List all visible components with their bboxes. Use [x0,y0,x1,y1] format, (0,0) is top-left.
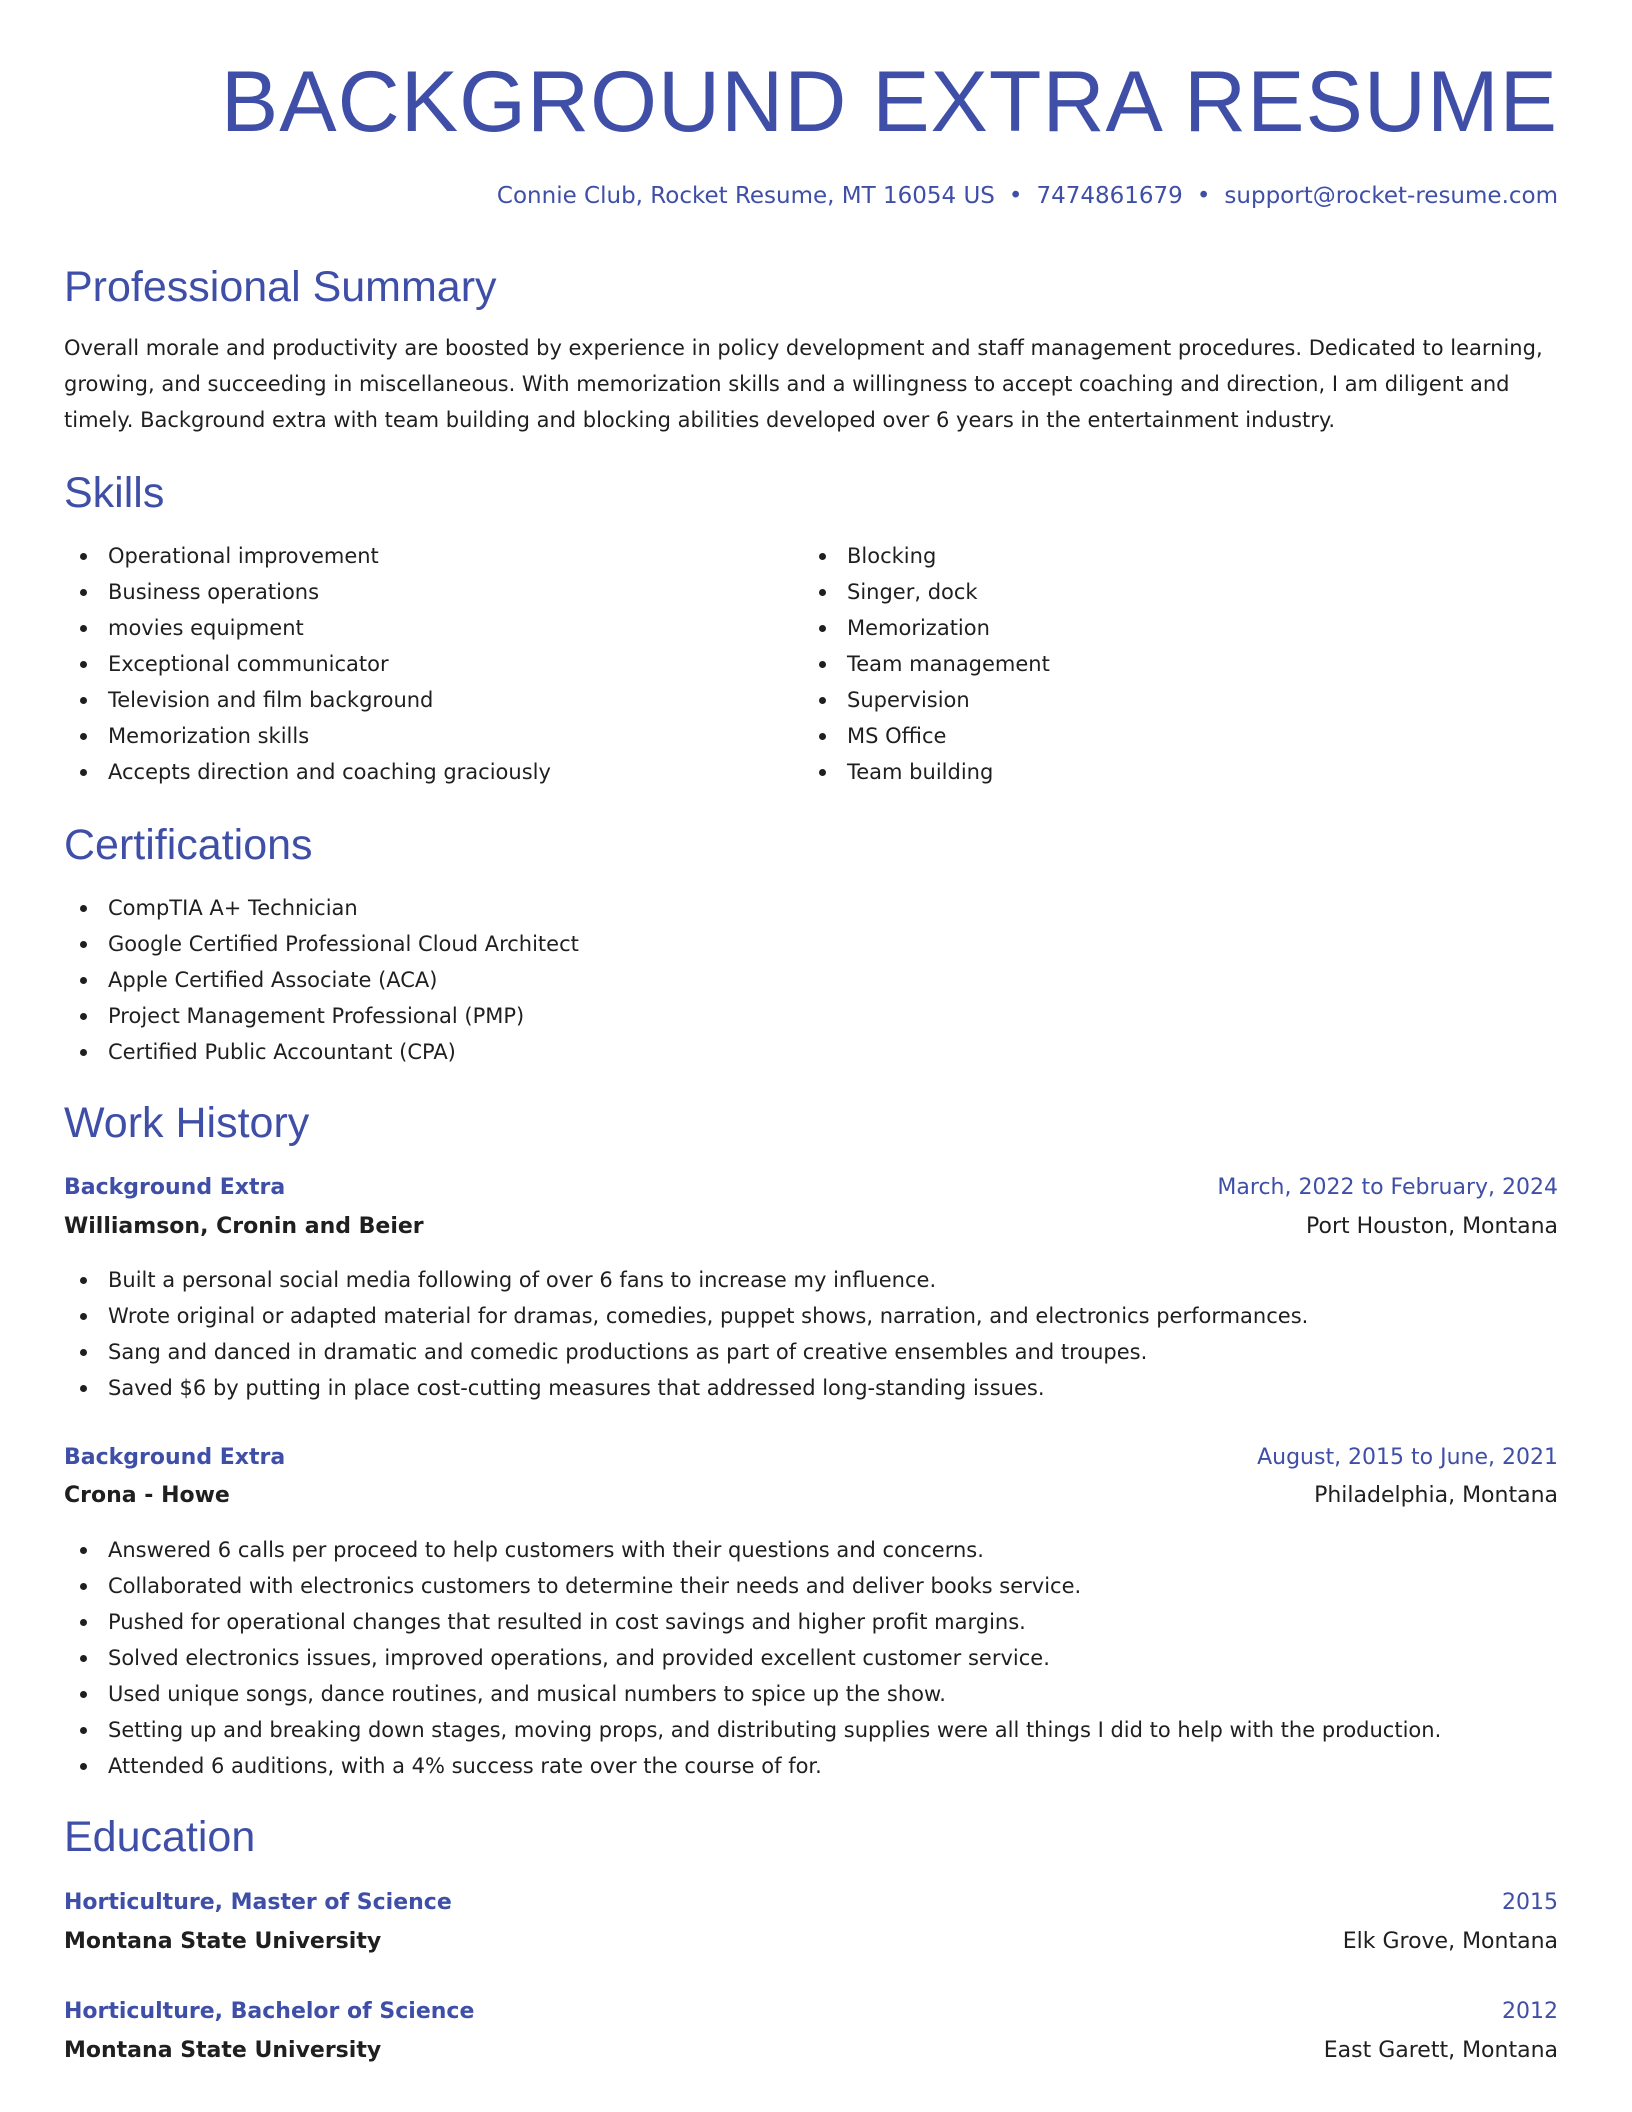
education-school-row [64,2032,1558,2070]
job-dates: March, 2022 to February, 2024 [1217,1175,1558,1200]
job-location: Port Houston, Montana [1306,1214,1558,1239]
skill-item: Memorization skills [64,718,551,754]
certification-item: Google Certified Professional Cloud Architect [64,926,579,962]
job-header [64,1169,1558,1207]
section-title-summary: Professional Summary [64,263,497,311]
skill-item: Team building [803,754,1050,790]
job-bullet: Answered 6 calls per proceed to help customers with their questions and concerns. [64,1532,1441,1568]
job-location: Philadelphia, Montana [1314,1483,1558,1508]
contact-separator: • [1196,183,1211,209]
resume-title: BACKGROUND EXTRA RESUME [220,54,1558,150]
skill-item: Accepts direction and coaching graciously [64,754,551,790]
education-location: Elk Grove, Montana [1342,1929,1558,1954]
job-bullet: Setting up and breaking down stages, moving props, and distributing supplies were all things I did to help with the production. [64,1712,1441,1748]
skill-item: Blocking [803,538,1050,574]
skill-item: Singer, dock [803,574,1050,610]
certification-item: Project Management Professional (PMP) [64,998,579,1034]
education-degree: Horticulture, Master of Science [64,1890,452,1915]
certifications-list [64,890,579,1070]
job-company: Crona - Howe [64,1483,230,1508]
job-company-row [64,1208,1558,1246]
skill-item: movies equipment [64,610,551,646]
section-title-work: Work History [64,1099,310,1147]
job-bullet: Solved electronics issues, improved operations, and provided excellent customer service. [64,1640,1441,1676]
skill-item: Television and film background [64,682,551,718]
section-title-education: Education [64,1813,256,1861]
job-bullets [64,1532,1441,1784]
job-header [64,1439,1558,1477]
job-role: Background Extra [64,1175,286,1200]
skill-item: Business operations [64,574,551,610]
skills-list-right [803,538,1050,790]
contact-address: Connie Club, Rocket Resume, MT 16054 US [496,183,995,209]
job-role: Background Extra [64,1445,286,1470]
education-year: 2015 [1502,1890,1558,1915]
skill-item: Team management [803,646,1050,682]
job-bullet: Built a personal social media following of over 6 fans to increase my influence. [64,1262,1308,1298]
job-bullet: Used unique songs, dance routines, and musical numbers to spice up the show. [64,1676,1441,1712]
education-year: 2012 [1502,1999,1558,2024]
job-company-row [64,1477,1558,1515]
job-bullet: Saved $6 by putting in place cost-cutting measures that addressed long-standing issues. [64,1370,1308,1406]
job-bullets [64,1262,1308,1406]
education-school: Montana State University [64,2038,382,2063]
job-bullet: Wrote original or adapted material for dramas, comedies, puppet shows, narration, and electronics performances. [64,1298,1308,1334]
skills-list-left [64,538,551,790]
education-degree: Horticulture, Bachelor of Science [64,1999,475,2024]
job-bullet: Attended 6 auditions, with a 4% success rate over the course of for. [64,1748,1441,1784]
skill-item: Supervision [803,682,1050,718]
skill-item: Exceptional communicator [64,646,551,682]
section-title-skills: Skills [64,469,165,517]
education-school-row [64,1923,1558,1961]
certification-item: CompTIA A+ Technician [64,890,579,926]
contact-phone: 7474861679 [1036,183,1183,209]
section-title-certifications: Certifications [64,821,313,869]
contact-email: support@rocket-resume.com [1224,183,1558,209]
education-header [64,1993,1558,2031]
job-company: Williamson, Cronin and Beier [64,1214,424,1239]
job-dates: August, 2015 to June, 2021 [1257,1445,1558,1470]
summary-text: Overall morale and productivity are boosted by experience in policy development and staff management procedures. Dedicated to learning, growing, and succeeding in miscellaneous. With memorization skills and a willingness to accept coaching and direction, I am diligent and timely. Background extra with team building and blocking abilities developed over 6 years in the entertainment industry. [64,336,1543,432]
skill-item: Memorization [803,610,1050,646]
certification-item: Certified Public Accountant (CPA) [64,1034,579,1070]
education-school: Montana State University [64,1929,382,1954]
job-bullet: Collaborated with electronics customers to determine their needs and deliver books service. [64,1568,1441,1604]
skill-item: MS Office [803,718,1050,754]
certification-item: Apple Certified Associate (ACA) [64,962,579,998]
contact-separator: • [1008,183,1023,209]
job-bullet: Pushed for operational changes that resulted in cost savings and higher profit margins. [64,1604,1441,1640]
resume-page [64,0,1558,2112]
education-header [64,1884,1558,1922]
skill-item: Operational improvement [64,538,551,574]
job-bullet: Sang and danced in dramatic and comedic productions as part of creative ensembles and troupes. [64,1334,1308,1370]
contact-line [497,180,1558,212]
education-location: East Garett, Montana [1323,2038,1558,2063]
